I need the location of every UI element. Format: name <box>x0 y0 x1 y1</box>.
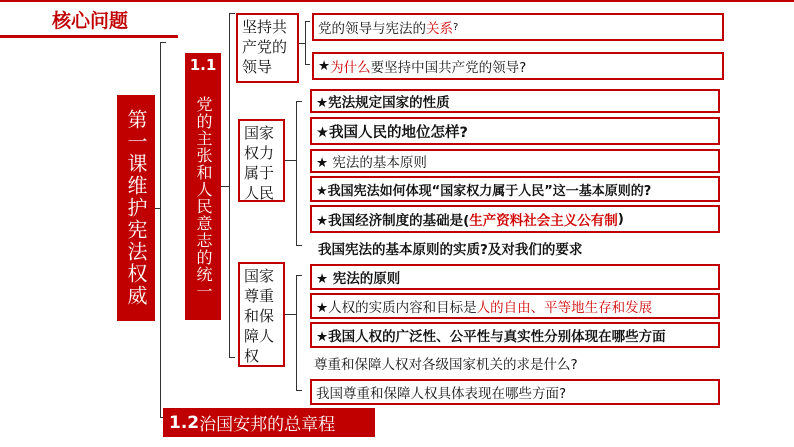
group-3-connector <box>285 314 297 315</box>
group-2-bracket <box>296 101 302 246</box>
section-1-2-box <box>163 408 375 437</box>
question-star: ★ <box>318 58 331 74</box>
question-box <box>310 176 720 202</box>
question-box <box>310 322 720 348</box>
question-box <box>310 379 720 405</box>
question-box <box>310 264 720 290</box>
question-text: ★我国人民的地位怎样? <box>316 124 468 141</box>
section-connector <box>221 186 230 187</box>
question-box <box>310 89 720 113</box>
question-text: ★人权的实质内容和目标是 <box>316 300 477 316</box>
title-underline <box>0 35 178 38</box>
section-1-1-label: 党的主张和人民意志的统一 <box>194 96 213 300</box>
page-title: 核心问题 <box>52 10 129 32</box>
section-1-2-number: 1.2 <box>169 412 200 433</box>
question-highlight: 生产资料社会主义公有制 <box>469 213 618 229</box>
question-box <box>310 351 720 375</box>
group-2-connector <box>285 160 297 161</box>
question-box <box>312 52 724 80</box>
question-text: ★我国宪法如何体现“国家权力属于人民”这一基本原则的? <box>316 183 652 199</box>
section-1-2-label: 治国安邦的总章程 <box>199 415 336 435</box>
question-highlight: 关系 <box>426 21 453 37</box>
section-1-1-number: 1.1 <box>189 56 217 74</box>
top-rule <box>0 0 794 2</box>
category-party-leadership: 坚持共产党的领导 <box>236 13 299 83</box>
question-box <box>310 117 720 145</box>
question-box <box>312 13 724 41</box>
question-text: ★ 宪法的原则 <box>316 271 401 287</box>
question-box <box>310 293 720 319</box>
lesson-bracket <box>160 42 166 418</box>
group-1-connector <box>299 43 306 44</box>
question-text: 尊重和保障人权对各级国家机关的求是什么? <box>314 357 578 373</box>
category-power-to-people: 国家权力属于人民 <box>238 119 285 202</box>
lesson-box: 第一课维护宪法权威 <box>117 95 155 321</box>
group-3-bracket <box>296 275 302 391</box>
question-text: 我国尊重和保障人权具体表现在哪些方面? <box>316 386 567 402</box>
question-text: ★宪法规定国家的性质 <box>316 95 450 111</box>
question-highlight: 人的自由、平等地生存和发展 <box>476 300 653 316</box>
question-text: 要坚持中国共产党的领导? <box>370 60 527 76</box>
question-suffix: ? <box>453 21 459 33</box>
question-suffix: ) <box>617 211 624 227</box>
question-text: ★ 宪法的基本原则 <box>316 155 427 171</box>
lesson-connector <box>155 208 161 209</box>
question-box <box>310 149 720 173</box>
question-text-plain: 我国宪法的基本原则的实质?及对我们的要求 <box>318 242 583 258</box>
question-box <box>310 205 720 233</box>
category-human-rights: 国家尊重和保障人权 <box>238 262 285 367</box>
question-text: ★我国人权的广泛性、公平性与真实性分别体现在哪些方面 <box>316 329 666 345</box>
question-highlight: 为什么 <box>330 60 371 76</box>
question-text: ★我国经济制度的基础是( <box>316 213 470 229</box>
question-text: 党的领导与宪法的 <box>318 21 426 37</box>
